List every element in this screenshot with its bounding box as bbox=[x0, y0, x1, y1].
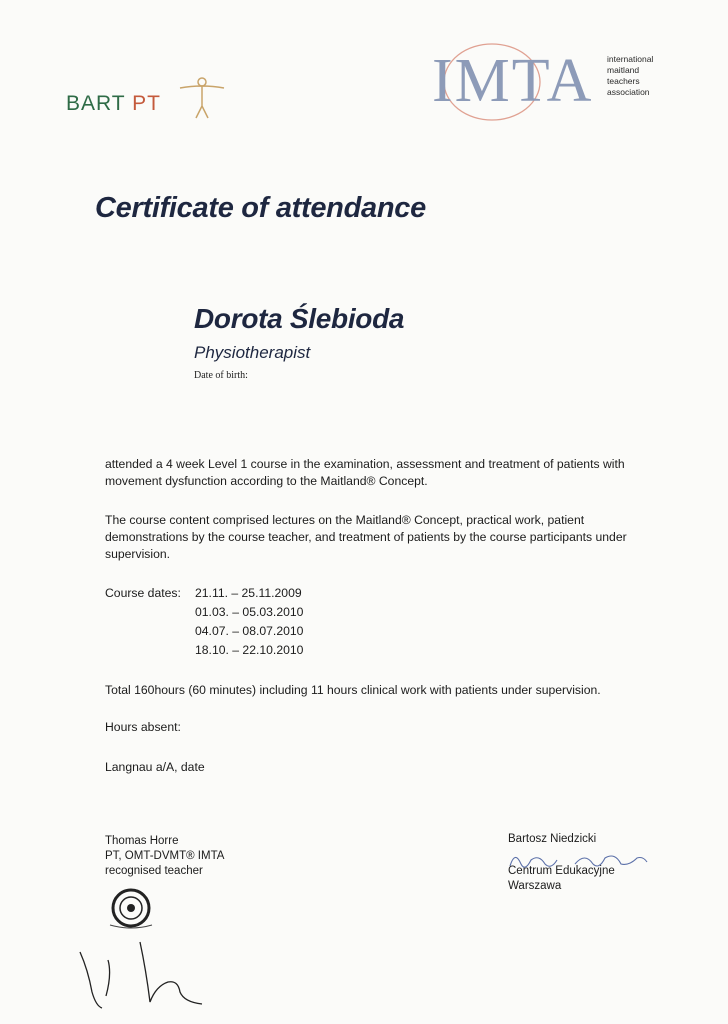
hours-absent-label: Hours absent: bbox=[105, 720, 181, 734]
attendee-name: Dorota Ślebioda bbox=[194, 303, 405, 334]
handwritten-signature-right bbox=[505, 846, 655, 876]
course-date: 01.03. – 05.03.2010 bbox=[195, 605, 304, 619]
bart-pt-logo bbox=[62, 72, 262, 122]
bart-pt-wordmark bbox=[66, 92, 161, 116]
place-date-label: Langnau a/A, date bbox=[105, 760, 205, 774]
course-dates-label: Course dates: bbox=[105, 586, 181, 600]
signatory-role: recognised teacher bbox=[105, 865, 203, 877]
official-stamp-icon bbox=[108, 885, 154, 931]
imta-subtitle bbox=[607, 54, 653, 98]
imta-sub-line: international bbox=[607, 54, 654, 64]
signatory-city: Warszawa bbox=[508, 880, 562, 892]
left-signatory bbox=[105, 834, 224, 879]
pt-word: PT bbox=[132, 92, 161, 115]
certificate-title: Certificate of attendance bbox=[95, 192, 426, 224]
course-date: 04.07. – 08.07.2010 bbox=[195, 624, 304, 638]
imta-sub-line: maitland bbox=[607, 65, 640, 75]
imta-sub-line: association bbox=[607, 87, 650, 97]
course-date: 21.11. – 25.11.2009 bbox=[195, 586, 302, 600]
signatory-organisation: Centrum Edukacyjne bbox=[508, 865, 615, 877]
handwritten-signature-left bbox=[70, 930, 220, 1010]
signatory-title: PT, OMT-DVMT® IMTA bbox=[105, 850, 225, 862]
bart-word: BART bbox=[66, 92, 126, 115]
imta-letters: IMTA bbox=[432, 47, 594, 115]
signatory-name: Bartosz Niedzicki bbox=[508, 833, 597, 845]
imta-sub-line: teachers bbox=[607, 76, 640, 86]
date-of-birth-label: Date of birth: bbox=[194, 370, 248, 381]
attendee-profession: Physiotherapist bbox=[194, 343, 311, 362]
total-hours: Total 160hours (60 minutes) including 11 hours clinical work with patients under supervision. bbox=[105, 683, 601, 697]
attendance-paragraph: attended a 4 week Level 1 course in the examination, assessment and treatment of patients with movement dysfunction according to the Maitland® Concept. bbox=[105, 457, 625, 488]
course-content-paragraph: The course content comprised lectures on the Maitland® Concept, practical work, patient demonstrations by the course teacher, and treatment of patients by the course participants under supervision. bbox=[105, 513, 627, 561]
course-date: 18.10. – 22.10.2010 bbox=[195, 643, 304, 657]
signatory-name: Thomas Horre bbox=[105, 835, 179, 847]
imta-logo bbox=[432, 38, 672, 128]
